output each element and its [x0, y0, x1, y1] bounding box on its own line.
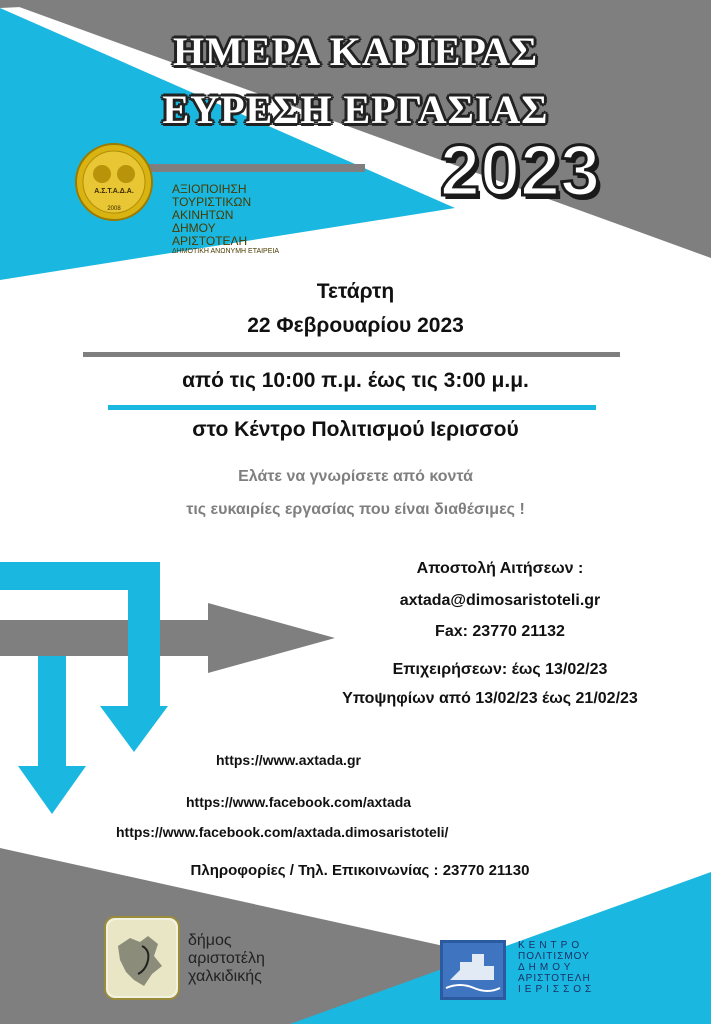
invitation-line-1: Ελάτε να γνωρίσετε από κοντά [238, 468, 473, 485]
applications-fax: Fax: 23770 21132 [435, 623, 565, 640]
applications-heading: Αποστολή Αιτήσεων : [416, 560, 584, 577]
municipality-line-1: δήμος [188, 932, 232, 949]
cyan-arrow-stem-1 [128, 590, 160, 708]
event-date: 22 Φεβρουαρίου 2023 [247, 314, 464, 337]
title-line-2: ΕΥΡΕΣΗ ΕΡΓΑΣΙΑΣ [162, 87, 549, 132]
cyan-top-bar [0, 562, 160, 590]
facebook-link-1[interactable]: https://www.facebook.com/axtada [186, 794, 412, 810]
contact-info: Πληροφορίες / Τηλ. Επικοινωνίας : 23770 21130 [190, 862, 530, 879]
applications-candidates-deadline: Υποψηφίων από 13/02/23 έως 21/02/23 [342, 690, 638, 707]
title-line-1: ΗΜΕΡΑ ΚΑΡΙΕΡΑΣ [172, 29, 539, 74]
divider-cyan [108, 405, 596, 410]
event-time: από τις 10:00 π.μ. έως τις 3:00 μ.μ. [182, 369, 529, 392]
municipality-line-3: χαλκιδικής [188, 968, 262, 985]
culture-center-line-4: ΑΡΙΣΤΟΤΕΛΗ [518, 973, 591, 984]
organizer-logo-line-2: ΤΟΥΡΙΣΤΙΚΩΝ [172, 195, 252, 209]
organizer-logo-line-3: ΑΚΙΝΗΤΩΝ [172, 208, 234, 222]
cyan-arrow-head-2 [18, 766, 86, 814]
cyan-arrow-stem-2 [38, 656, 66, 766]
applications-businesses-deadline: Επιχειρήσεων: έως 13/02/23 [392, 661, 608, 678]
event-venue: στο Κέντρο Πολιτισμού Ιερισσού [192, 418, 519, 441]
municipality-logo [104, 916, 344, 1006]
title-year: 2023 [439, 131, 601, 211]
organizer-logo-line-1: ΑΞΙΟΠΟΙΗΣΗ [172, 182, 247, 196]
badge-text: Α.Σ.Τ.Α.Δ.Α. [94, 188, 134, 195]
organizer-logo-subline: ΔΗΜΟΤΙΚΗ ΑΝΩΝΥΜΗ ΕΤΑΙΡΕΙΑ [172, 248, 280, 255]
culture-center-line-3: ΔΗΜΟΥ [518, 962, 575, 973]
culture-center-logo [440, 940, 700, 1006]
organizer-logo-line-5: ΑΡΙΣΤΟΤΕΛΗ [172, 234, 248, 248]
cyan-arrow-head-1 [100, 706, 168, 752]
organizer-logo-line-4: ΔΗΜΟΥ [172, 221, 216, 235]
culture-center-emblem-icon [440, 940, 506, 1000]
applications-email[interactable]: axtada@dimosaristoteli.gr [399, 592, 601, 609]
event-day: Τετάρτη [316, 280, 395, 303]
website-link[interactable]: https://www.axtada.gr [216, 752, 361, 768]
divider-gray [83, 352, 620, 357]
facebook-link-2[interactable]: https://www.facebook.com/axtada.dimosaristoteli/ [116, 824, 449, 840]
culture-center-line-5: ΙΕΡΙΣΣΟΣ [518, 984, 596, 995]
culture-center-line-1: ΚΕΝΤΡΟ [518, 940, 584, 951]
municipality-line-2: αριστοτέλη [188, 950, 265, 967]
badge-year: 2008 [107, 206, 121, 212]
organizer-logo [74, 142, 334, 254]
culture-center-line-2: ΠΟΛΙΤΙΣΜΟΥ [518, 951, 590, 962]
invitation-line-2: τις ευκαιρίες εργασίας που είναι διαθέσιμες ! [186, 501, 525, 518]
municipality-emblem-icon [104, 916, 180, 1000]
